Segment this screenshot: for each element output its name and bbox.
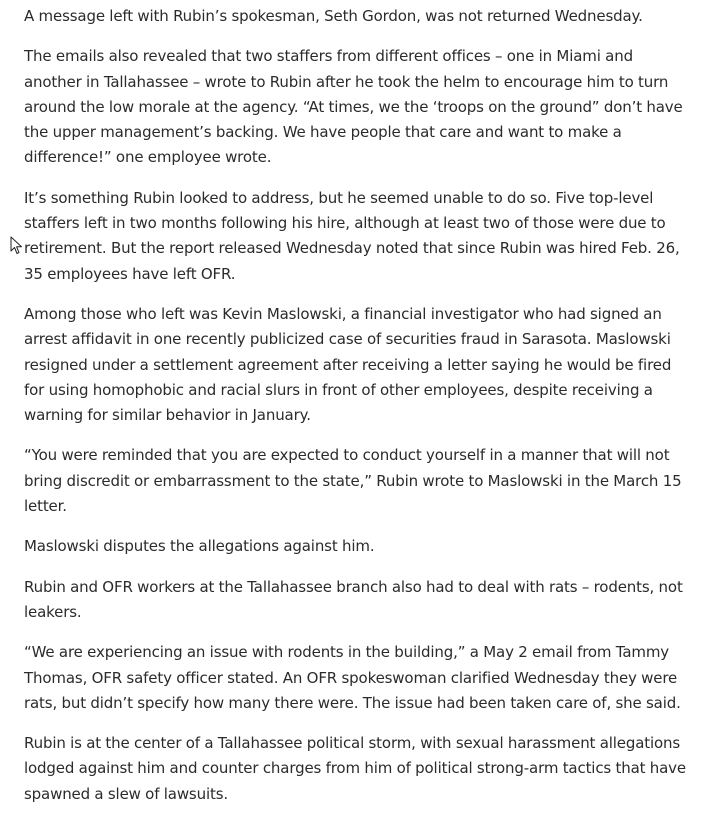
article-paragraph-7: Rubin and OFR workers at the Tallahassee branch also had to deal with rats – rodents, not leakers.	[24, 577, 683, 621]
article-paragraph-2: The emails also revealed that two staffers from different offices – one in Miami and another in Tallahassee – wrote to Rubin after he took the helm to encourage him to turn around the low morale at the agency. “At times, we the ‘troops on the ground” don’t have the upper management’s backing. We have people that care and want to make a difference!” one employee wrote.	[24, 47, 683, 167]
article-paragraph-5: “You were reminded that you are expected to conduct yourself in a manner that will not bring discredit or embarrassment to the state,” Rubin wrote to Maslowski in the March 15 letter.	[24, 446, 682, 516]
article-body	[24, 4, 692, 822]
article-paragraph-8: “We are experiencing an issue with rodents in the building,” a May 2 email from Tammy Thomas, OFR safety officer stated. An OFR spokeswoman clarified Wednesday they were rats, but didn’t specify how many there were. The issue had been taken care of, she said.	[24, 643, 681, 712]
article-paragraph-9: Rubin is at the center of a Tallahassee political storm, with sexual harassment allegations lodged against him and counter charges from him of political strong-arm tactics that have spawned a slew of lawsuits.	[24, 734, 686, 803]
article-paragraph-1: A message left with Rubin’s spokesman, Seth Gordon, was not returned Wednesday.	[24, 7, 643, 25]
article-paragraph-4: Among those who left was Kevin Maslowski, a financial investigator who had signed an arrest affidavit in one recently publicized case of securities fraud in Sarasota. Maslowski resigned under a settlement agreement after receiving a letter saying he would be fired for using homophobic and racial slurs in front of other employees, despite receiving a warning for similar behavior in January.	[24, 304, 672, 425]
article-paragraph-6: Maslowski disputes the allegations against him.	[24, 537, 375, 556]
article-paragraph-3: It’s something Rubin looked to address, but he seemed unable to do so. Five top-level staffers left in two months following his hire, although at least two of those were due to retirement. But the report released Wednesday noted that since Rubin was hired Feb. 26, 35 employees have left OFR.	[24, 188, 680, 283]
mouse-pointer-icon	[10, 236, 24, 256]
